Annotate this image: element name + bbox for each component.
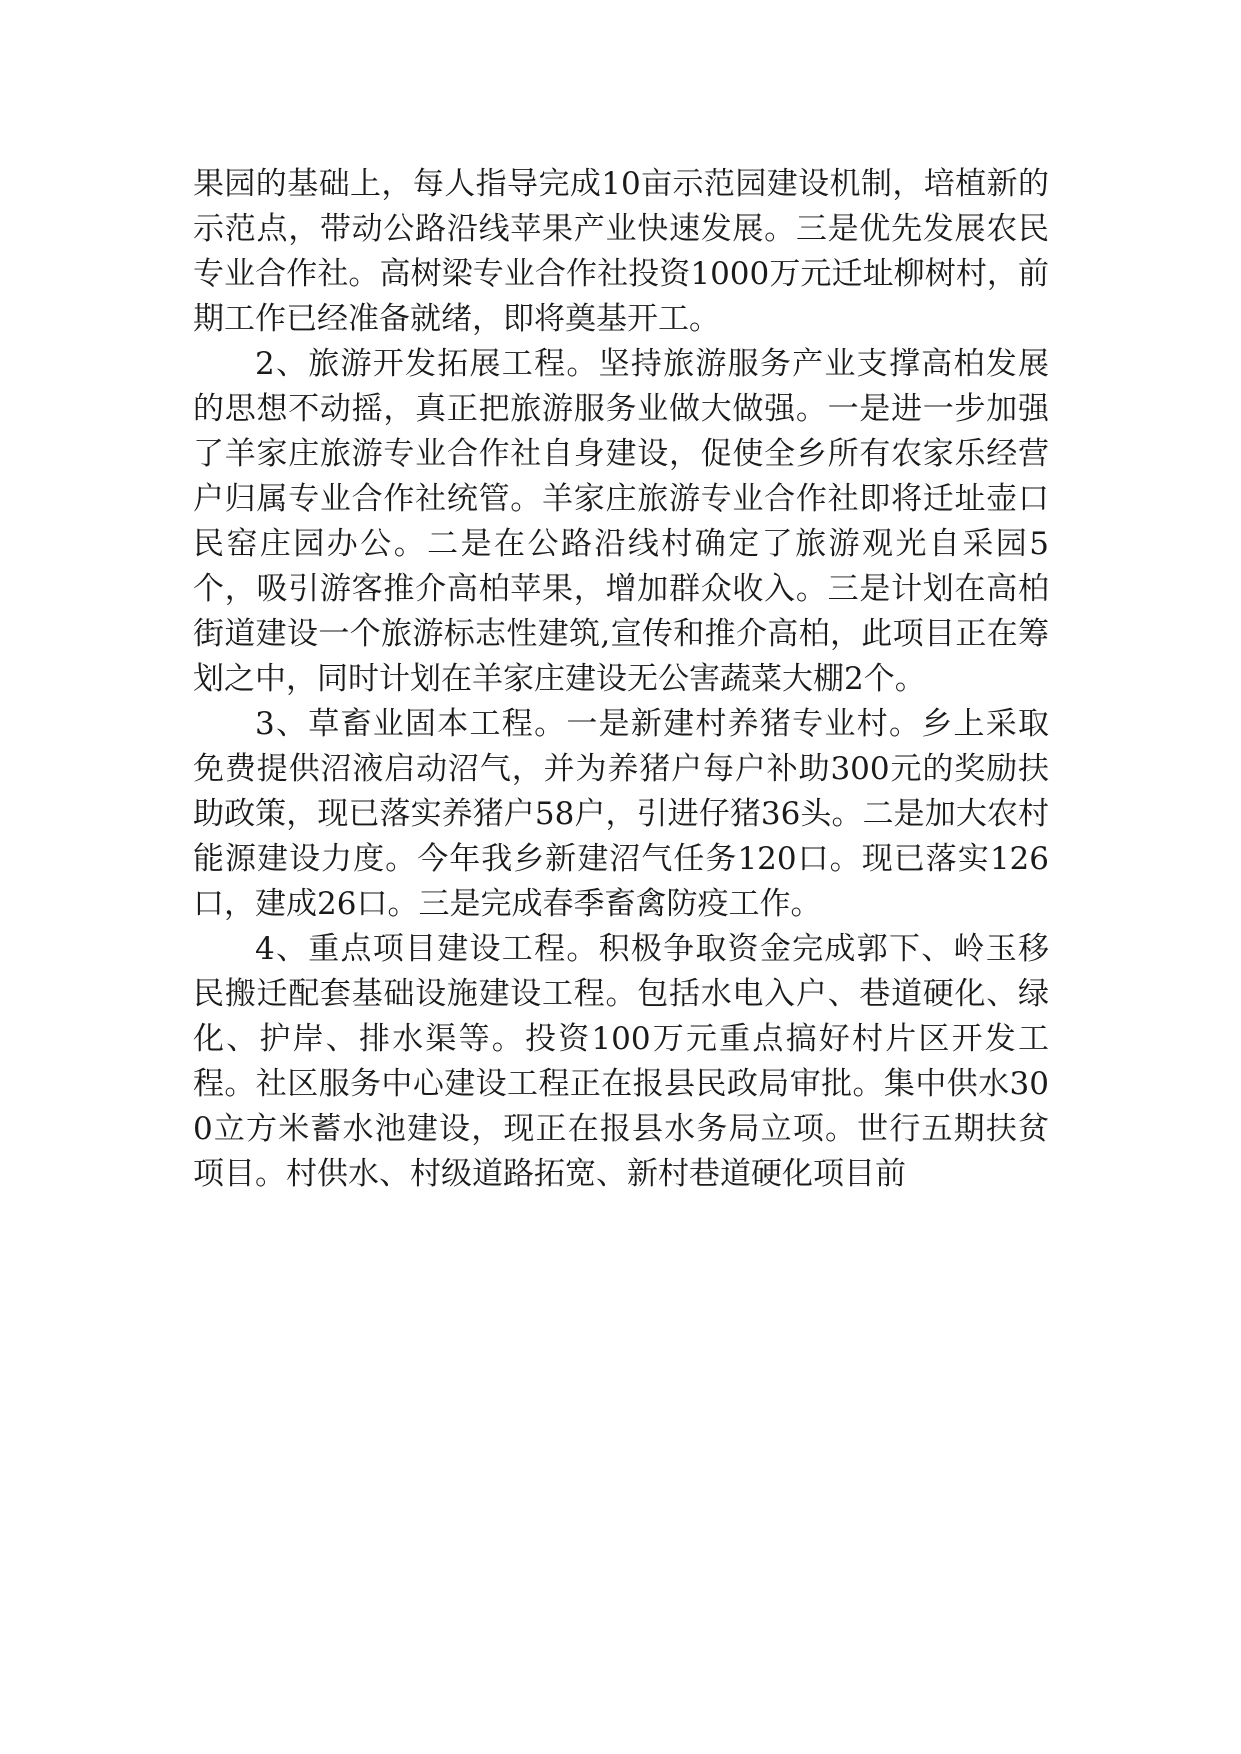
paragraph-tourism-development: 2、旅游开发拓展工程。坚持旅游服务产业支撑高柏发展的思想不动摇，真正把旅游服务业做大做强。一是进一步加强了羊家庄旅游专业合作社自身建设，促使全乡所有农家乐经营户归属专业合作社统管。羊家庄旅游专业合作社即将迁址壶口民窑庄园办公。二是在公路沿线村确定了旅游观光自采园5个，吸引游客推介高柏苹果，增加群众收入。三是计划在高柏街道建设一个旅游标志性建筑,宣传和推介高柏，此项目正在筹划之中，同时计划在羊家庄建设无公害蔬菜大棚2个。 [193,346,1049,697]
document-page [193,162,1049,1197]
paragraph-key-projects: 4、重点项目建设工程。积极争取资金完成郭下、岭玉移民搬迁配套基础设施建设工程。包括水电入户、巷道硬化、绿化、护岸、排水渠等。投资100万元重点搞好村片区开发工程。社区服务中心建设工程正在报县民政局审批。集中供水300立方米蓄水池建设，现正在报县水务局立项。世行五期扶贫项目。村供水、村级道路拓宽、新村巷道硬化项目前 [193,931,1049,1192]
paragraph-livestock-project: 3、草畜业固本工程。一是新建村养猪专业村。乡上采取免费提供沼液启动沼气，并为养猪户每户补助300元的奖励扶助政策，现已落实养猪户58户，引进仔猪36头。二是加大农村能源建设力度。今年我乡新建沼气任务120口。现已落实126口，建成26口。三是完成春季畜禽防疫工作。 [193,706,1049,922]
paragraph-continuation: 果园的基础上，每人指导完成10亩示范园建设机制，培植新的示范点，带动公路沿线苹果产业快速发展。三是优先发展农民专业合作社。高树梁专业合作社投资1000万元迁址柳树村，前期工作已经准备就绪，即将奠基开工。 [193,166,1049,337]
